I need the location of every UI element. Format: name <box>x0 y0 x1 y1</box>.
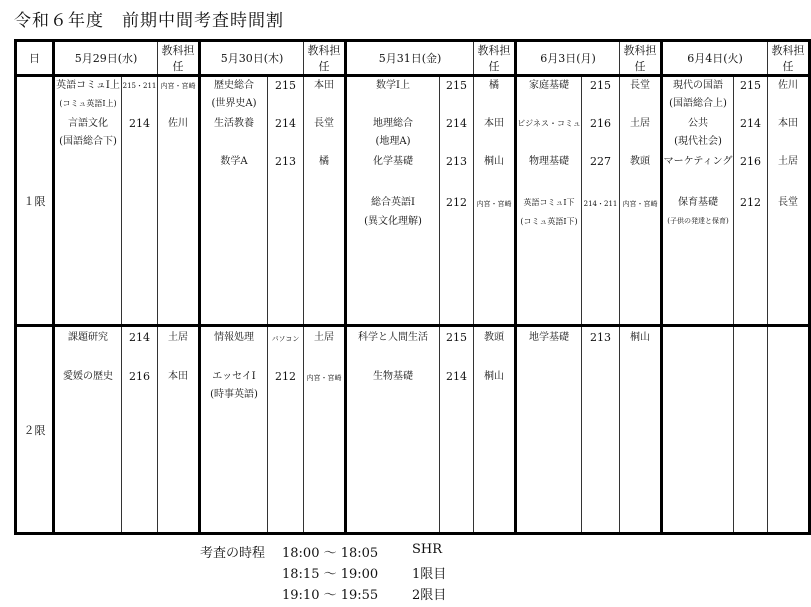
teacher: 長堂 <box>778 197 798 208</box>
p2-d3-teachers <box>474 327 514 532</box>
room: 227 <box>590 155 611 168</box>
room: 214 <box>129 331 150 344</box>
p2-d5-rooms <box>734 327 767 532</box>
p1-d5-subjects <box>663 77 733 324</box>
subject: 地理総合 <box>373 118 413 129</box>
name-period-1: 1限目 <box>412 567 447 582</box>
subject: ビジネス・コミュ <box>517 119 581 128</box>
exam-timetable-footer <box>200 542 520 604</box>
room: 216 <box>590 117 611 130</box>
room: 215 <box>740 79 761 92</box>
teacher: 桐山 <box>484 371 504 382</box>
p1-d4-rooms <box>582 77 619 324</box>
room: 214 <box>446 370 467 383</box>
subject: 公共 <box>688 118 708 129</box>
teacher: 教頭 <box>630 156 650 167</box>
subject-note: (地理A) <box>375 136 411 147</box>
room: 216 <box>740 155 761 168</box>
subject: 歴史総合 <box>214 80 254 91</box>
subject-note: (国語総合上) <box>669 98 727 109</box>
subject: 情報処理 <box>214 332 254 343</box>
subject: 地学基礎 <box>529 332 569 343</box>
room: 212 <box>275 370 296 383</box>
header-staff-4: 教科担任 <box>620 41 662 76</box>
p2-d4-subjects <box>517 327 581 532</box>
p1-d3-subjects <box>347 77 439 324</box>
teacher: 橘 <box>489 80 499 91</box>
period-1-label: １限 <box>16 76 54 326</box>
teacher: 内宮・宮崎 <box>306 374 342 382</box>
subject: 生物基礎 <box>373 371 413 382</box>
p2-d1-rooms <box>122 327 157 532</box>
teacher: 土居 <box>168 332 188 343</box>
teacher: 内宮・宮崎 <box>160 82 196 90</box>
header-staff-1: 教科担任 <box>158 41 200 76</box>
p2-d4-teachers <box>620 327 660 532</box>
teacher: 本田 <box>778 118 798 129</box>
p1-d2-rooms <box>268 77 303 324</box>
teacher: 内宮・宮崎 <box>622 200 658 208</box>
teacher: 佐川 <box>778 80 798 91</box>
teacher: 内宮・宮崎 <box>476 200 512 208</box>
timetable-label: 考査の時程 <box>200 546 266 561</box>
header-date-3: 5月31日(金) <box>346 41 474 76</box>
subject: 生活教養 <box>214 118 254 129</box>
subject: 数学Ⅰ上 <box>376 80 410 91</box>
p1-d1-subjects <box>55 77 121 324</box>
name-shr: SHR <box>412 542 443 557</box>
subject-note: (国語総合下) <box>59 136 117 147</box>
time-period-1: 18:15 ～ 19:00 <box>282 567 379 582</box>
p1-d5-teachers <box>768 77 808 324</box>
room: 214 <box>129 117 150 130</box>
subject: 科学と人間生活 <box>358 332 428 343</box>
subject-note: (コミュ英語Ⅰ上) <box>59 99 117 108</box>
header-day: 日 <box>16 41 54 76</box>
p1-d1-teachers <box>158 77 198 324</box>
subject: 物理基礎 <box>529 156 569 167</box>
p2-d5-subjects <box>663 327 733 532</box>
period-2-label: ２限 <box>16 326 54 534</box>
name-period-2: 2限目 <box>412 588 447 603</box>
subject: 課題研究 <box>68 332 108 343</box>
header-date-1: 5月29日(水) <box>54 41 158 76</box>
room: 216 <box>129 370 150 383</box>
room: 215 <box>446 79 467 92</box>
time-shr: 18:00 ～ 18:05 <box>282 546 379 561</box>
subject: 数学A <box>220 156 248 167</box>
page-title: 令和６年度 前期中間考査時間割 <box>14 11 284 31</box>
header-staff-2: 教科担任 <box>304 41 346 76</box>
header-date-4: 6月3日(月) <box>516 41 620 76</box>
header-staff-3: 教科担任 <box>474 41 516 76</box>
header-date-2: 5月30日(木) <box>200 41 304 76</box>
subject: 総合英語Ⅰ <box>371 197 415 208</box>
teacher: 本田 <box>314 80 334 91</box>
p1-d4-subjects <box>517 77 581 324</box>
room: 215 <box>446 331 467 344</box>
time-period-2: 19:10 ～ 19:55 <box>282 588 379 603</box>
room: 214 <box>446 117 467 130</box>
p2-d3-subjects <box>347 327 439 532</box>
p1-d2-teachers <box>304 77 344 324</box>
subject-note: (現代社会) <box>674 136 722 147</box>
exam-timetable <box>14 39 811 535</box>
subject: 現代の国語 <box>673 80 723 91</box>
p2-d1-subjects <box>55 327 121 532</box>
room: 214 <box>740 117 761 130</box>
p2-d4-rooms <box>582 327 619 532</box>
teacher: 長堂 <box>630 80 650 91</box>
p1-d4-teachers <box>620 77 660 324</box>
header-date-5: 6月4日(火) <box>662 41 768 76</box>
teacher: 本田 <box>484 118 504 129</box>
p1-d1-rooms <box>122 77 157 324</box>
teacher: 桐山 <box>484 156 504 167</box>
teacher: 土居 <box>314 332 334 343</box>
room: 214 <box>275 117 296 130</box>
teacher: 教頭 <box>484 332 504 343</box>
p2-d3-rooms <box>440 327 473 532</box>
p1-d5-rooms <box>734 77 767 324</box>
room: 213 <box>275 155 296 168</box>
teacher: 長堂 <box>314 118 334 129</box>
p1-d3-teachers <box>474 77 514 324</box>
room: 215・211 <box>122 82 157 90</box>
teacher: 桐山 <box>630 332 650 343</box>
room: 213 <box>446 155 467 168</box>
teacher: 佐川 <box>168 118 188 129</box>
header-staff-5: 教科担任 <box>768 41 810 76</box>
teacher: 本田 <box>168 371 188 382</box>
subject: 愛媛の歴史 <box>63 371 113 382</box>
room: 212 <box>740 196 761 209</box>
room: 215 <box>590 79 611 92</box>
room: 214・211 <box>583 200 618 208</box>
p1-d2-subjects <box>201 77 267 324</box>
room: 213 <box>590 331 611 344</box>
p2-d2-rooms <box>268 327 303 532</box>
teacher: 土居 <box>630 118 650 129</box>
p2-d5-teachers <box>768 327 808 532</box>
subject-note: (子供の発達と保育) <box>667 217 729 225</box>
subject-note: (コミュ英語Ⅰ下) <box>520 217 578 226</box>
subject: エッセイⅠ <box>212 371 256 382</box>
p2-d2-subjects <box>201 327 267 532</box>
teacher: 土居 <box>778 156 798 167</box>
p2-d1-teachers <box>158 327 198 532</box>
subject: 家庭基礎 <box>529 80 569 91</box>
subject: 保育基礎 <box>678 197 718 208</box>
room: 212 <box>446 196 467 209</box>
p1-d3-rooms <box>440 77 473 324</box>
room: 215 <box>275 79 296 92</box>
subject-note: (世界史A) <box>211 98 257 109</box>
teacher: 橘 <box>319 156 329 167</box>
p2-d2-teachers <box>304 327 344 532</box>
subject-note: (異文化理解) <box>364 216 422 227</box>
subject: 英語コミュⅠ下 <box>523 198 575 207</box>
subject-note: (時事英語) <box>210 389 258 400</box>
room: パソコン <box>271 335 300 343</box>
subject: 化学基礎 <box>373 156 413 167</box>
subject: 言語文化 <box>68 118 108 129</box>
subject: マーケティング <box>663 156 733 167</box>
subject: 英語コミュⅠ上 <box>56 80 120 91</box>
